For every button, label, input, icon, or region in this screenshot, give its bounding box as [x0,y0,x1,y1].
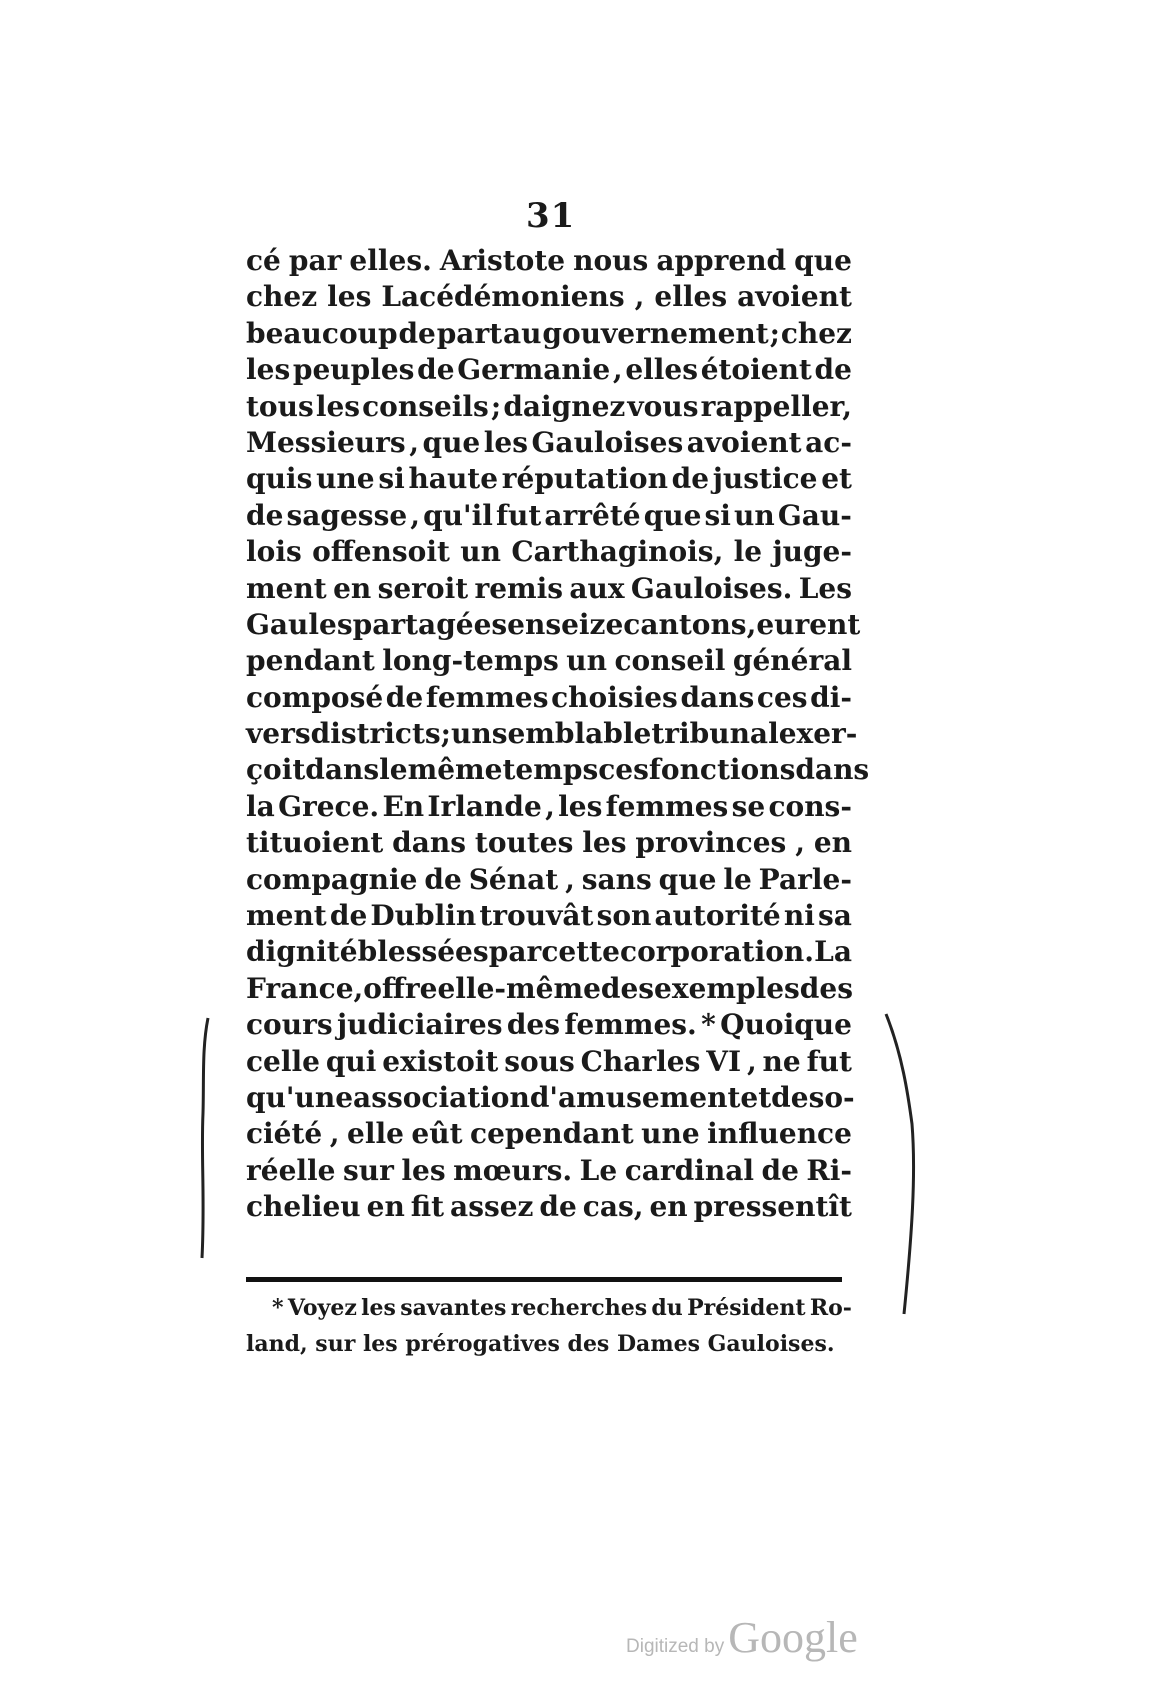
text-line: beaucoup de part au gouvernement ; chez [246,316,852,350]
text-line: dignité blessées par cette corporation. La [246,935,852,969]
left-margin-bracket [196,1018,216,1258]
text-line: celle qui existoit sous Charles VI , ne fut [246,1044,852,1078]
text-line: compagnie de Sénat , sans que le Parle- [246,862,852,896]
text-line: quis une si haute réputation de justice et [246,462,852,496]
text-line: Messieurs , que les Gauloises avoient ac- [246,425,852,459]
text-line: vers districts ; un semblable tribunal exer- [246,717,858,751]
text-line: de sagesse , qu'il fut arrêté que si un Gau- [246,498,852,532]
text-line: cé par elles. Aristote nous apprend que [246,244,852,277]
text-line: la Grece. En Irlande , les femmes se cons- [246,789,852,823]
footnote [246,1295,852,1367]
text-line: tous les conseils ; daignez vous rappeller, [246,389,852,423]
watermark-prefix: Digitized by [626,1636,725,1657]
text-line: ment de Dublin trouvât son autorité ni sa [246,899,852,933]
text-line: les peuples de Germanie , elles étoient de [246,353,852,387]
text-line: réelle sur les mœurs. Le cardinal de Ri- [246,1153,852,1187]
text-line: cours judiciaires des femmes. * Quoique [246,1008,852,1042]
right-margin-bracket [882,1014,922,1314]
text-line: pendant long-temps un conseil général [246,644,852,678]
footnote-line: * Voyez les savantes recherches du Président Ro- [272,1295,852,1321]
text-line: chelieu en fit assez de cas, en pressentît [246,1190,852,1224]
body-text [246,244,870,1227]
text-line: chez les Lacédémoniens , elles avoient [246,280,852,314]
text-line: çoit dans le même temps ces fonctions dans [246,753,870,787]
footnote-rule [246,1277,842,1282]
text-line: Gaules partagées en seize cantons , eurent [246,607,861,641]
google-logo: Google [728,1613,858,1662]
text-line: ciété , elle eût cependant une influence [246,1117,852,1151]
footnote-line: land, sur les prérogatives des Dames Gauloises. [246,1331,835,1357]
text-line: ment en seroit remis aux Gauloises. Les [246,571,852,605]
text-line: France, offre elle-même des exemples des [246,971,853,1005]
text-line: lois offensoit un Carthaginois, le juge- [246,535,852,569]
digitized-by-google-watermark [626,1612,858,1663]
page-number: 31 [526,196,576,236]
text-line: qu'une association d'amusement et de so- [246,1080,855,1114]
text-line: tituoient dans toutes les provinces , en [246,826,852,860]
text-line: composé de femmes choisies dans ces di- [246,680,852,714]
